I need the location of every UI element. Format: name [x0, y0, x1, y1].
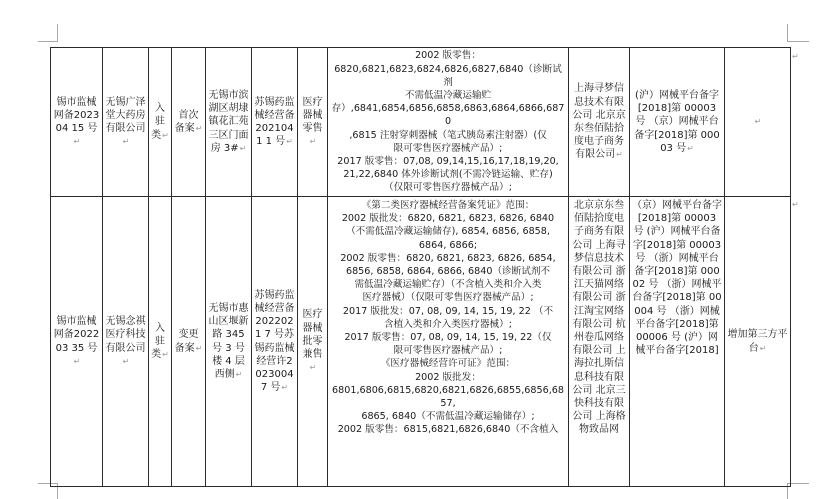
scope-line: 2002 版零售： — [415, 50, 481, 62]
filing-type-cell: 首次备案↵ — [172, 48, 206, 197]
row-end-mark: ↵ — [792, 200, 799, 209]
filing-type-cell: 变更备案↵ — [172, 197, 206, 487]
platform-filing-cell: （京）网械平台备字[2018]第 00003 号 (沪）网械平台备字[2018]第 00003 号 （浙）网械平台备字[2018]第 00002 号 （浙）网械平台备字[2018]第 00004 号 （浙）网械平台备字[2018]第 00006 号 (沪）网械平台备字[2018] — [630, 197, 725, 487]
scope-line: ,6815 注射穿刺器械（笔式胰岛素注射器）(仅 — [349, 129, 547, 141]
scope-line: 6856, 6858, 6864, 6866, 6840（诊断试剂不 — [345, 266, 551, 278]
scope-line: （不需低温冷藏运输储存), 6854, 6856, 6858, — [346, 226, 550, 238]
crop-mark-top-right-vertical — [787, 24, 788, 42]
row-end-mark: ↵ — [792, 52, 799, 61]
scope-line: （仅限可零售医疗器械产品）; — [384, 182, 512, 194]
scope-line: 2017 版零售：07,08, 09,14,15,16,17,18,19,20, — [337, 156, 559, 167]
license-cell: 苏锡药监械经营备 2021041 1 号↵ — [252, 48, 298, 197]
scope-line: 6801,6806,6815,6820,6821,6826,6855,6856,6857, — [332, 384, 564, 410]
business-mode-cell: 医疗器械零售↵ — [298, 48, 328, 197]
note-cell: 增加第三方平台↵ — [725, 197, 791, 487]
scope-line: 21,22,6840 体外诊断试剂(不需冷链运输、贮存) — [343, 169, 553, 181]
scope-line: 2002 版批发： — [415, 371, 481, 383]
crop-mark-top-right-horizontal — [787, 41, 809, 42]
category-cell: 入驻类↵ — [149, 48, 172, 197]
scope-line: 含植入类和介入类医疗器械）; — [384, 318, 512, 330]
platform-company-cell: 北京京东叁佰陆拾度电子商务有限公司 上海寻梦信息技术有限公司 浙江天猫网络有限公司 浙江淘宝网络有限公司 杭州卷瓜网络有限公司 上海拉扎斯信息科技有限公司 北京三快科技有限公司 上海格物致品网 — [569, 197, 630, 487]
address-cell: 无锡市滨湖区胡埭镇花汇苑三区门面房 3#↵ — [206, 48, 252, 197]
scope-line: 2002 版零售：6820, 6821, 6823, 6826, 6854, — [340, 252, 556, 264]
note-cell: ↵ — [725, 48, 791, 197]
filing-number-cell: 锡市监械网备202203 35 号↵ — [51, 197, 103, 487]
scope-line: 2002 版零售：6815,6821,6826,6840（不含植入 — [337, 424, 559, 436]
platform-filing-cell: (沪）网械平台备字[2018]第 00003 号 （京）网械平台备字[2018]第 00003 号↵ — [630, 48, 725, 197]
scope-line: 6864, 6866; — [418, 239, 478, 251]
business-mode-cell: 医疗器械批零兼售↵ — [298, 197, 328, 487]
scope-line: 医疗器械）（仅限可零售医疗器械产品）; — [362, 292, 534, 304]
scope-line: 不需低温冷藏运输贮 — [404, 89, 492, 101]
platform-company-cell: 上海寻梦信息技术有限公司 北京京东叁佰陆拾度电子商务有限公司↵ — [569, 48, 630, 197]
scope-line: 6865, 6840（不需低温冷藏运输储存）; — [361, 411, 535, 423]
license-cell: 苏锡药监械经营备2022021 7 号苏锡药监械经营许2023004 7 号↵ — [252, 197, 298, 487]
scope-line: 2002 版批发：6820, 6821, 6823, 6826, 6840 — [341, 213, 555, 225]
company-name-cell: 无锡广泽堂大药房有限公司↵ — [103, 48, 149, 197]
table-row — [51, 48, 791, 197]
scope-line: 《第二类医疗器械经营备案凭证》范围： — [361, 200, 535, 211]
scope-line: 6820,6821,6823,6824,6826,6827,6840（诊断试剂 — [334, 63, 562, 88]
category-cell: 入驻类↵ — [149, 197, 172, 487]
scope-line: 限可零售医疗器械产品）; — [393, 345, 503, 357]
filing-number-cell: 锡市监械网备202304 15 号↵ — [51, 48, 103, 197]
company-name-cell: 无锡念祺医疗科技有限公司↵ — [103, 197, 149, 487]
scope-line: 2017 版零售：07, 08, 09, 14, 15, 19, 22（仅 — [344, 332, 552, 344]
scope-line: 2017 版批发：07, 08, 09, 14, 15, 19, 22 （不 — [342, 305, 554, 317]
business-scope-cell — [328, 48, 569, 197]
crop-mark-top-left-horizontal — [38, 41, 58, 42]
business-scope-cell — [328, 197, 569, 487]
scope-line: 限可零售医疗器械产品）; — [393, 142, 503, 154]
scope-line: 需低温冷藏运输贮存）（不含植入类和介入类 — [354, 279, 542, 291]
crop-mark-top-left-vertical — [57, 24, 58, 42]
scope-line: 《医疗器械经营许可证》范围： — [380, 358, 516, 370]
filing-registry-table — [50, 47, 791, 487]
address-cell: 无锡市惠山区堰新路 345 号 3 号楼 4 层西侧↵ — [206, 197, 252, 487]
scope-line: 存）,6841,6854,6856,6858,6863,6864,6866,6870 — [331, 103, 565, 128]
table-row — [51, 197, 791, 487]
